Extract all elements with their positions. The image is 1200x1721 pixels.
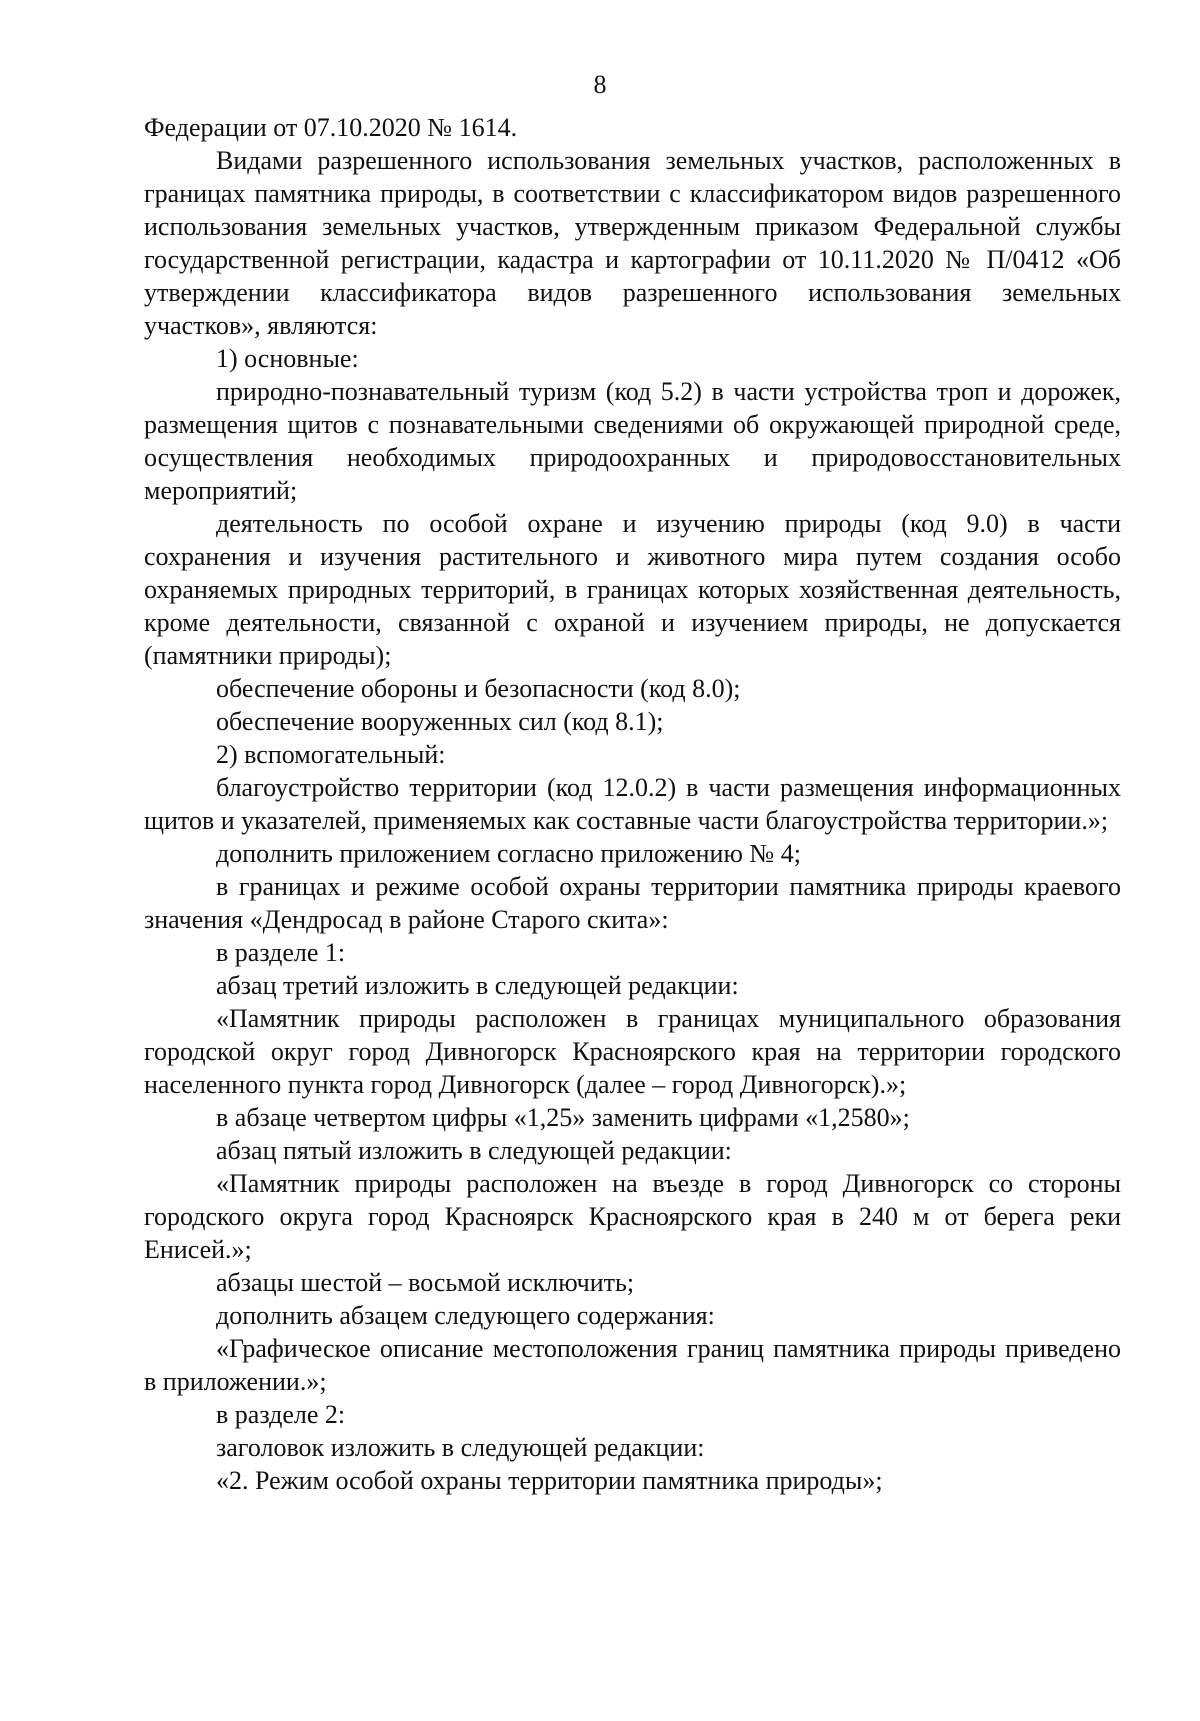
paragraph: дополнить абзацем следующего содержания: — [216, 1301, 715, 1330]
paragraph: в разделе 2: — [216, 1400, 346, 1429]
document-body — [144, 111, 1121, 1497]
paragraph: «Памятник природы расположен в границах муниципального образования городской округ город Дивногорск Красноярского края на территории городского населенного пункта город Дивногорск (далее – город Дивногорск).»; — [144, 1004, 1121, 1099]
paragraph: абзац третий изложить в следующей редакции: — [216, 971, 739, 1000]
paragraph: обеспечение обороны и безопасности (код 8.0); — [216, 674, 741, 703]
paragraph: природно-познавательный туризм (код 5.2) в части устройства троп и дорожек, размещения щитов с познавательными сведениями об окружающей природной среде, осуществления необходимых природоохранных и природовосстановительных мероприятий; — [144, 377, 1121, 505]
page-number: 8 — [593, 70, 607, 99]
paragraph: в абзаце четвертом цифры «1,25» заменить цифрами «1,2580»; — [216, 1103, 910, 1132]
paragraph: в разделе 1: — [216, 938, 346, 967]
paragraph: деятельность по особой охране и изучению природы (код 9.0) в части сохранения и изучения растительного и животного мира путем создания особо охраняемых природных территорий, в границах которых хозяйственная деятельность, кроме деятельности, связанной с охраной и изучением природы, не допускается (памятники природы); — [144, 509, 1121, 670]
paragraph: 2) вспомогательный: — [216, 740, 446, 769]
paragraph: в границах и режиме особой охраны территории памятника природы краевого значения «Дендросад в районе Старого скита»: — [144, 872, 1121, 934]
paragraph: абзац пятый изложить в следующей редакции: — [216, 1136, 732, 1165]
paragraph: благоустройство территории (код 12.0.2) в части размещения информационных щитов и указателей, применяемых как составные части благоустройства территории.»; — [144, 773, 1121, 835]
paragraph: 1) основные: — [216, 344, 359, 373]
paragraph: заголовок изложить в следующей редакции: — [216, 1433, 705, 1462]
paragraph: «2. Режим особой охраны территории памятника природы»; — [216, 1466, 883, 1495]
paragraph: абзацы шестой – восьмой исключить; — [216, 1268, 635, 1297]
paragraph: обеспечение вооруженных сил (код 8.1); — [216, 707, 664, 736]
paragraph: Федерации от 07.10.2020 № 1614. — [144, 113, 518, 142]
paragraph: «Памятник природы расположен на въезде в город Дивногорск со стороны городского округа город Красноярск Красноярского края в 240 м от берега реки Енисей.»; — [144, 1169, 1121, 1264]
paragraph: Видами разрешенного использования земельных участков, расположенных в границах памятника природы, в соответствии с классификатором видов разрешенного использования земельных участков, утвержденным приказом Федеральной службы государственной регистрации, кадастра и картографии от 10.11.2020 № П/0412 «Об утверждении классификатора видов разрешенного использования земельных участков», являются: — [144, 146, 1121, 340]
paragraph: «Графическое описание местоположения границ памятника природы приведено в приложении.»; — [144, 1334, 1121, 1396]
paragraph: дополнить приложением согласно приложению № 4; — [216, 839, 801, 868]
